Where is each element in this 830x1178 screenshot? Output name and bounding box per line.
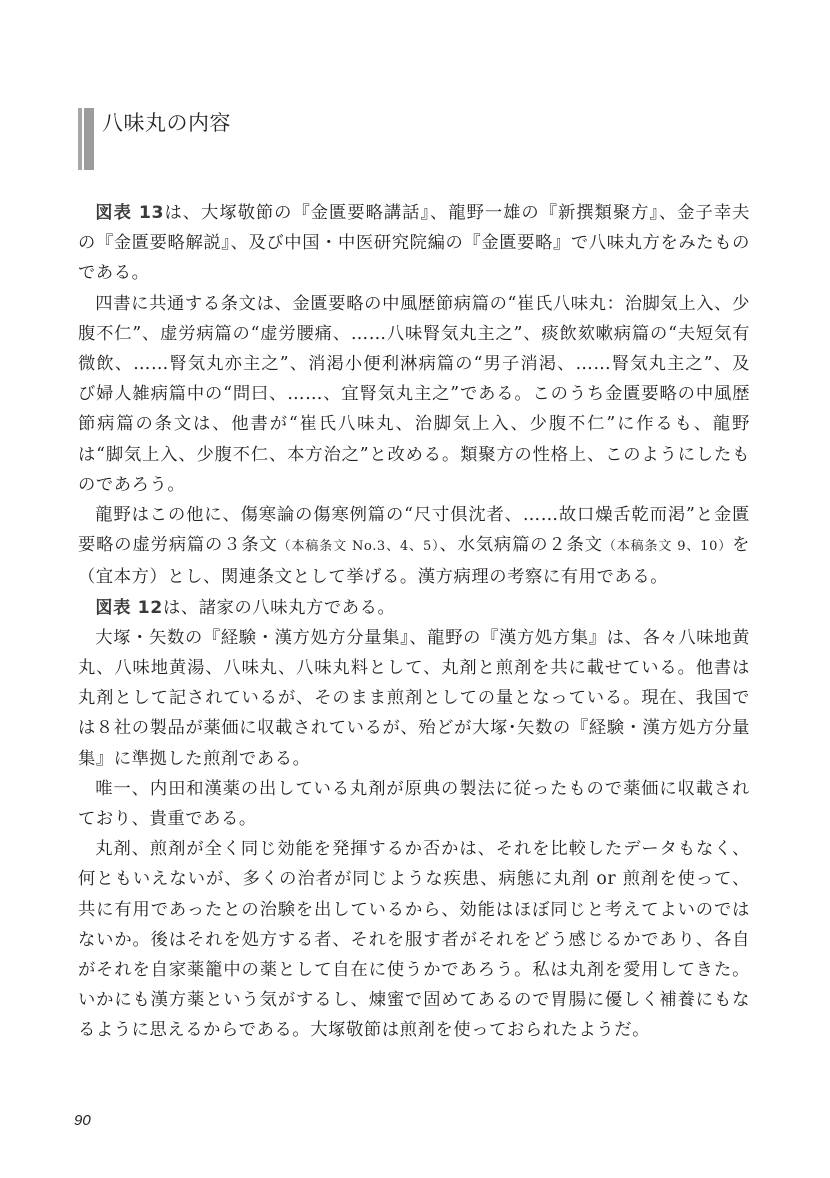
paragraph-figure-13-intro [78, 198, 750, 289]
paragraph-text: を（宜本方）とし、関連条文として挙げる。漢方病理の考察に有用である。 [78, 535, 750, 588]
page-number: 90 [74, 1112, 91, 1129]
paragraph-text: 丸剤、煎剤が全く同じ効能を発揮するか否かは、それを比較したデータもなく、何ともいえないが、多くの治者が同じような疾患、病態に丸剤 or 煎剤を使って、共に有用であったとの治験を出しているから、効能はほぼ同じと考えてよいのではないか。後はそれを処方する者、それを服す者がそれをどう感じるかであり、各自がそれを自家薬籠中の薬として自在に使うかであろう。私は丸剤を愛用してきた。いかにも漢方薬という気がするし、煉蜜で固めてあるので胃腸に優しく補養にもなるように思えるからである。大塚敬節は煎剤を使っておられたようだ。 [78, 839, 750, 1041]
heading-bar-thick [84, 108, 94, 170]
paragraph-text: 、水気病篇の２条文 [439, 535, 603, 556]
paragraph-text: 四書に共通する条文は、金匱要略の中風歴節病篇の“崔氏八味丸：治脚気上入、少腹不仁”、虚労病篇の“虚労腰痛、……八味腎気丸主之”、痰飲欬嗽病篇の“夫短気有微飲、……腎気丸亦主之”、消渇小便利淋病篇の“男子消渇、……腎気丸主之”、及び婦人雑病篇中の“問曰、……、宜腎気丸主之”である。このうち金匱要略の中風歴節病篇の条文は、他書が“崔氏八味丸、治脚気上入、少腹不仁”に作るも、龍野は“脚気上入、少腹不仁、本方治之”と改める。類聚方の性格上、このようにしたものであろう。 [78, 293, 750, 495]
paragraph-common-clauses [78, 289, 750, 500]
paragraph-figure-12-intro [78, 593, 750, 623]
paragraph-dosage-forms [78, 623, 750, 774]
figure-reference: 図表 13 [95, 203, 165, 223]
paragraph-text: は、大塚敬節の『金匱要略講話』、龍野一雄の『新撰類聚方』、金子幸夫の『金匱要略解説』、及び中国・中医研究院編の『金匱要略』で八味丸方をみたものである。 [78, 203, 750, 284]
paragraph-efficacy-comparison [78, 834, 750, 1045]
clause-note: （本稿条文 No.3、4、5） [277, 539, 440, 555]
paragraph-tatsuno-related [78, 500, 750, 593]
paragraph-text: 龍野はこの他に、傷寒論の傷寒例篇の“尺寸倶沈者、……故口燥舌乾而渇”と金匱要略の虚労病篇の３条文 [78, 505, 750, 556]
figure-reference: 図表 12 [95, 597, 163, 618]
paragraph-uchida-pills [78, 774, 750, 834]
paragraph-text: は、諸家の八味丸方である。 [162, 597, 396, 618]
section-heading [78, 108, 231, 170]
body-text [78, 198, 750, 1046]
section-title: 八味丸の内容 [102, 111, 231, 135]
paragraph-text: 大塚・矢数の『経験・漢方処方分量集』、龍野の『漢方処方集』は、各々八味地黄丸、八味地黄湯、八味丸、八味丸料として、丸剤と煎剤を共に載せている。他書は丸剤として記されているが、そのまま煎剤としての量となっている。現在、我国では８社の製品が薬価に収載されているが、殆どが大塚･矢数の『経験・漢方処方分量集』に準拠した煎剤である。 [78, 627, 750, 769]
paragraph-text: 唯一、内田和漢薬の出している丸剤が原典の製法に従ったもので薬価に収載されており、貴重である。 [78, 778, 750, 830]
clause-note: （本稿条文 9、10） [602, 539, 733, 555]
heading-bar-thin [78, 108, 82, 170]
